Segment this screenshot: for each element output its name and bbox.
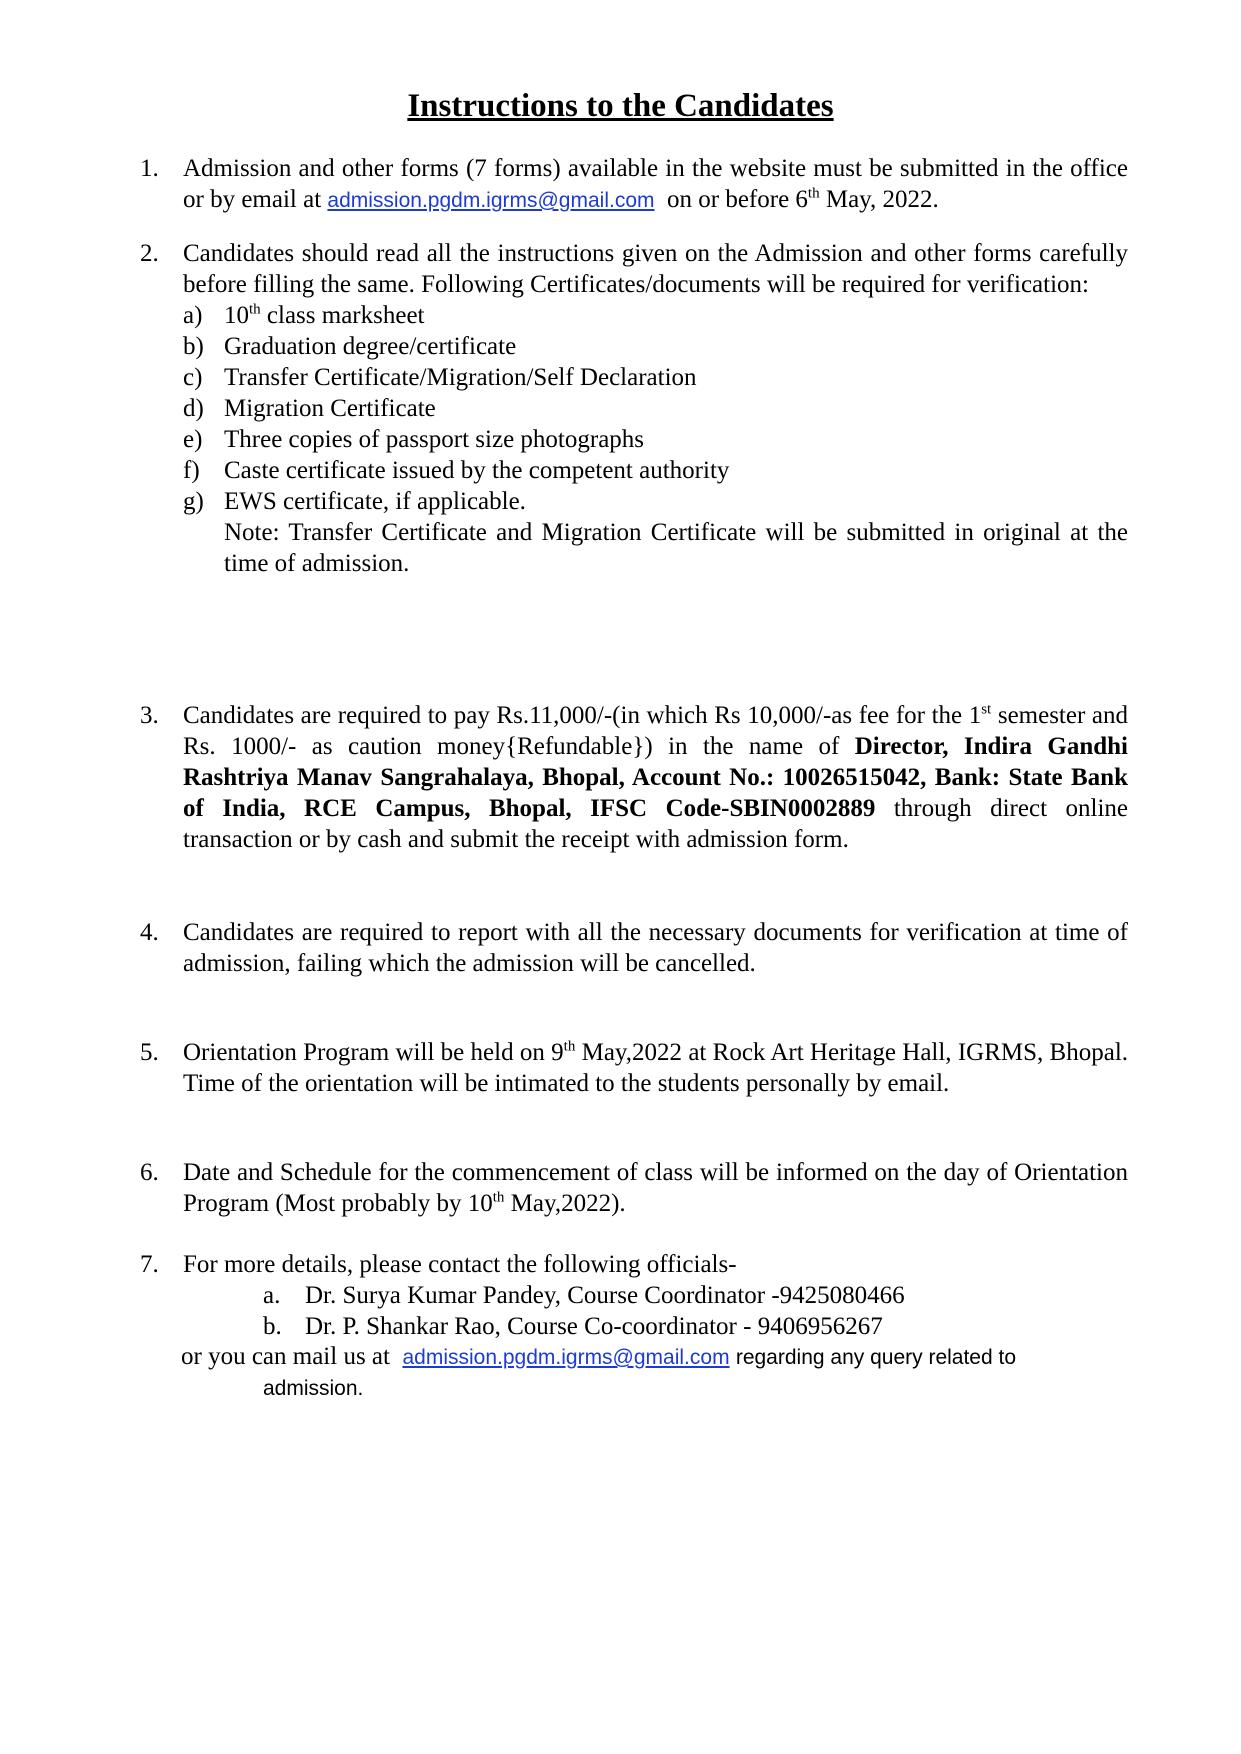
item-text: Admission and other forms (7 forms) available in the website must be submitted in the office or by email at admission.pgdm.igrms@gmail.com on or before 6th May, 2022. [183, 155, 1128, 213]
item-text: Candidates are required to pay Rs.11,000/-(in which Rs 10,000/-as fee for the 1st semester and Rs. 1000/- as caution money{Refundable}) in the name of Director, Indira Gandhi Rashtriya Manav Sangrahalaya, Bhopal, Account No.: 10026515042, Bank: State Bank of India, RCE Campus, Bhopal, IFSC Code-SBIN0002889 through direct online transaction or by cash and submit the receipt with admission form. [183, 701, 1128, 853]
list-item: d) Migration Certificate [183, 395, 436, 422]
item-number: 4. [140, 919, 159, 946]
item-number: 5. [140, 1039, 159, 1066]
email-link[interactable]: admission.pgdm.igrms@gmail.com [327, 189, 655, 212]
item-text: Candidates should read all the instructions given on the Admission and other forms carefully before filling the same. Following Certificates/documents will be required for verification: a) 10th class marksheet b) Graduation degree/certificate c) Transfer Certificate/Migration/Self Declaration d) Migration Certificate e) Three copies of passport size photographs f) Caste certificate issued by the competent authority g) EWS certificate, if applicable. Note: Transfer Certificate and Migration Certificate will be submitted in original at the time of admission. [183, 240, 1128, 577]
list-item: a) 10th class marksheet [183, 301, 425, 329]
item-text: Date and Schedule for the commencement of class will be informed on the day of Orientation Program (Most probably by 10th May,2022). [183, 1159, 1128, 1217]
bank-details: Director, Indira Gandhi Rashtriya Manav Sangrahalaya, Bhopal, Account No.: 10026515042, Bank: State Bank of India, RCE Campus, Bhopal, IFSC Code-SBIN0002889 [183, 733, 1128, 822]
list-item: e) Three copies of passport size photographs [183, 426, 645, 453]
mail-line: or you can mail us at admission.pgdm.igrms@gmail.com regarding any query related to [181, 1343, 1017, 1370]
item-number: 1. [140, 155, 159, 182]
contact-item: b. Dr. P. Shankar Rao, Course Co-coordinator - 9406956267 [263, 1313, 883, 1340]
item-text: Candidates are required to report with all the necessary documents for verification at time of admission, failing which the admission will be cancelled. [183, 919, 1128, 977]
list-item: c) Transfer Certificate/Migration/Self Declaration [183, 364, 697, 391]
item-number: 3. [140, 702, 159, 729]
contact-item: a. Dr. Surya Kumar Pandey, Course Coordinator -9425080466 [263, 1282, 905, 1309]
item-number: 2. [140, 240, 159, 267]
email-link[interactable]: admission.pgdm.igrms@gmail.com [402, 1346, 730, 1369]
mail-line-end: admission. [263, 1377, 364, 1400]
item-number: 6. [140, 1159, 159, 1186]
item-number: 7. [140, 1251, 159, 1278]
list-item: g) EWS certificate, if applicable. [183, 488, 526, 515]
page-title: Instructions to the Candidates [407, 88, 834, 124]
item-text: Orientation Program will be held on 9th May,2022 at Rock Art Heritage Hall, IGRMS, Bhopal. Time of the orientation will be intimated to the students personally by email. [183, 1038, 1129, 1097]
item-text: For more details, please contact the following officials- a. Dr. Surya Kumar Pandey, Course Coordinator -9425080466 b. Dr. P. Shankar Rao, Course Co-coordinator - 9406956267 [183, 1249, 1128, 1342]
list-item: b) Graduation degree/certificate [183, 333, 517, 360]
list-item: f) Caste certificate issued by the competent authority [183, 457, 730, 484]
note: Note: Transfer Certificate and Migration Certificate will be submitted in original at the time of admission. [224, 519, 1128, 577]
